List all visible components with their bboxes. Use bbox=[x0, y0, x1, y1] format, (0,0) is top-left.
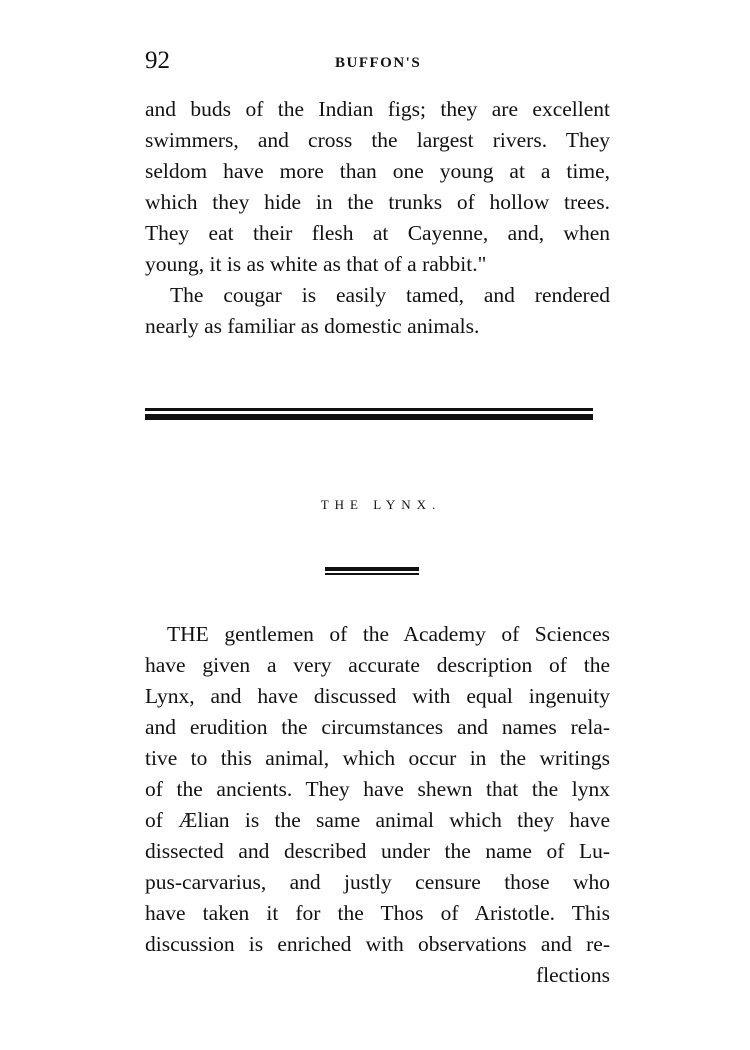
running-title: BUFFON'S bbox=[335, 55, 422, 71]
text-line: have given a very accurate description of the bbox=[145, 653, 610, 677]
text-line: tive to this animal, which occur in the writings bbox=[145, 746, 610, 770]
catchword: flections bbox=[535, 963, 610, 987]
text-line: and buds of the Indian figs; they are excellent bbox=[145, 97, 610, 121]
text-line: seldom have more than one young at a time, bbox=[145, 159, 610, 183]
text-line: THE gentlemen of the Academy of Sciences bbox=[167, 622, 610, 646]
text-line: Lynx, and have discussed with equal ingenuity bbox=[145, 684, 610, 708]
running-head bbox=[145, 44, 610, 78]
section-divider-rule bbox=[145, 408, 593, 421]
text-line: which they hide in the trunks of hollow trees. bbox=[145, 190, 610, 214]
text-line: dissected and described under the name of Lu- bbox=[145, 839, 610, 863]
section-title: THE LYNX. bbox=[320, 497, 442, 512]
text-line: of the ancients. They have shewn that the lynx bbox=[145, 777, 610, 801]
text-line: young, it is as white as that of a rabbit." bbox=[145, 252, 487, 276]
title-ornament-rule bbox=[325, 567, 419, 577]
text-line: have taken it for the Thos of Aristotle. This bbox=[145, 901, 610, 925]
text-line: swimmers, and cross the largest rivers. They bbox=[145, 128, 610, 152]
text-line: of Ælian is the same animal which they have bbox=[145, 808, 610, 832]
text-line: and erudition the circumstances and names rela- bbox=[145, 715, 610, 739]
lynx-body-text bbox=[145, 619, 610, 991]
text-line: discussion is enriched with observations and re- bbox=[145, 932, 610, 956]
text-line: nearly as familiar as domestic animals. bbox=[145, 314, 480, 338]
text-line: pus-carvarius, and justly censure those who bbox=[145, 870, 610, 894]
page-number: 92 bbox=[145, 47, 170, 74]
continued-text bbox=[145, 94, 610, 342]
text-line: The cougar is easily tamed, and rendered bbox=[170, 283, 610, 307]
text-line: They eat their flesh at Cayenne, and, when bbox=[145, 221, 610, 245]
